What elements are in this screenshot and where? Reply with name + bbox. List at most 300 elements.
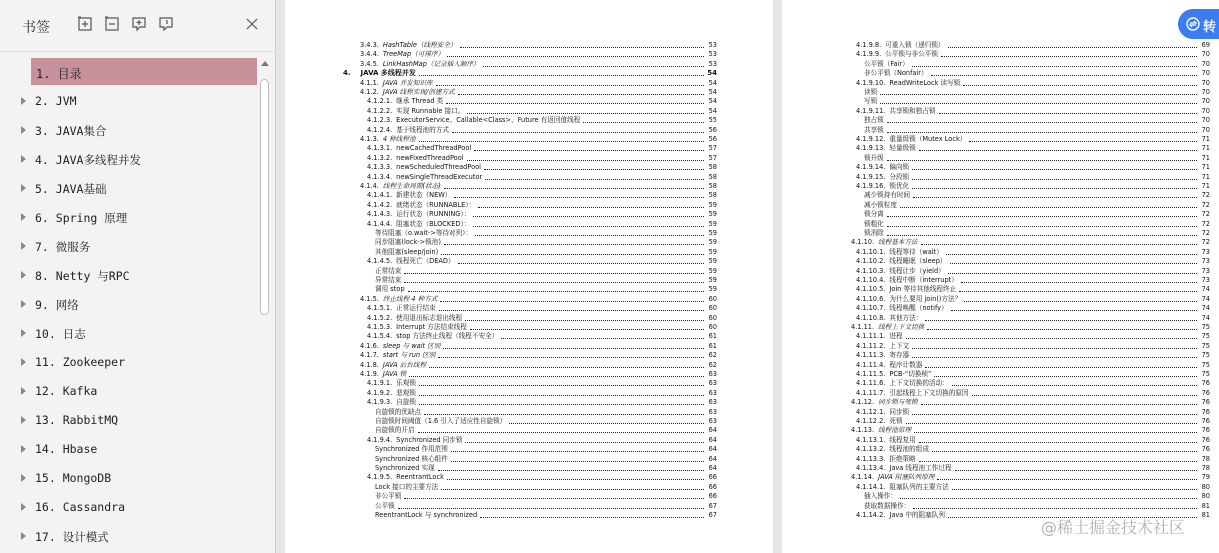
toc-leader — [438, 470, 704, 471]
toc-page-number: 80 — [1201, 492, 1210, 501]
toc-title: 使用退出标志退出线程 — [396, 313, 463, 322]
toc-title: 阻塞状态（BLOCKED）： — [396, 219, 471, 228]
toc-page-number: 63 — [708, 407, 717, 416]
toc-title: 引起线程上下文切换的原因 — [889, 388, 969, 397]
toc-leader — [931, 75, 1197, 76]
sidebar-item-label: 16. Cassandra — [35, 500, 126, 514]
toc-number: 4.1.10.8. — [856, 313, 886, 322]
toc-number: 4.1.9.8. — [856, 41, 882, 49]
toc-page-number: 59 — [708, 257, 717, 266]
toc-number: 4.1.9.4. — [367, 435, 393, 444]
toc-leader — [948, 47, 1197, 48]
toc-title: 乐观锁 — [396, 379, 416, 388]
expand-arrow-icon[interactable] — [21, 358, 26, 366]
toc-leader — [934, 376, 1197, 377]
sidebar-item[interactable] — [0, 261, 258, 290]
toc-page-number: 81 — [1201, 511, 1210, 519]
toc-number: 4.1.14. — [851, 473, 875, 482]
toc-page-number: 71 — [1201, 182, 1210, 190]
toc-page-number: 54 — [707, 69, 717, 78]
toc-page-number: 72 — [1201, 210, 1210, 219]
toc-title: 调用 stop — [375, 285, 405, 294]
toc-page-number: 63 — [708, 379, 717, 388]
toc-leader — [454, 197, 704, 198]
sidebar-item[interactable] — [0, 348, 258, 377]
toc-leader — [458, 263, 704, 264]
toc-leader — [925, 367, 1197, 368]
toc-leader — [912, 357, 1197, 358]
toc-page-number: 53 — [708, 41, 717, 49]
toc-page-number: 73 — [1201, 276, 1210, 284]
toc-title: LinkHashMap（记录插入顺序） — [382, 59, 480, 68]
toc-leader — [404, 273, 704, 274]
toc-title: 线程复用 — [889, 435, 916, 444]
document-viewer[interactable] — [277, 0, 1219, 553]
expand-arrow-icon[interactable] — [21, 155, 26, 163]
add-bookmark-icon[interactable] — [131, 16, 147, 32]
toc-title: 为什么要用 join()方法？ — [889, 294, 962, 303]
convert-label: 转 — [1203, 20, 1217, 35]
toc-leader — [887, 216, 1197, 217]
toc-leader — [921, 244, 1197, 245]
toc-page-number: 59 — [708, 247, 717, 256]
toc-number: 4.1.9.14. — [856, 163, 886, 172]
toc-title: 线程中断（interrupt） — [889, 276, 958, 284]
watermark: @稀土掘金技术社区 — [1041, 518, 1186, 537]
toc-number: 4.1.11. — [851, 323, 875, 331]
expand-arrow-icon[interactable] — [21, 184, 26, 192]
toc-page-number: 59 — [708, 219, 717, 228]
toc-title: 公平锁（Fair） — [864, 59, 909, 68]
toc-title: 其他阻塞(sleep/join) — [375, 247, 439, 256]
toc-number: 4.1.13.3. — [856, 454, 886, 463]
toc-leader — [398, 508, 704, 509]
toc-leader — [419, 404, 704, 405]
toc-number: 4.1.2. — [360, 88, 379, 96]
toc-page-number: 62 — [708, 360, 717, 369]
toc-page-number: 76 — [1201, 435, 1210, 444]
document-page-left — [285, 0, 773, 553]
toc-page-number: 71 — [1201, 144, 1210, 153]
toc-number: 4.1.3.4. — [367, 172, 393, 181]
sidebar-item[interactable] — [0, 174, 258, 203]
sidebar-item[interactable] — [0, 406, 258, 435]
toc-leader — [443, 348, 704, 349]
toc-leader — [483, 66, 704, 67]
toc-title: PCB-“切换桢” — [889, 370, 932, 378]
toc-leader — [429, 367, 704, 368]
toc-title: 同步锁 — [889, 407, 910, 416]
toc-number: 4.1.1. — [360, 78, 379, 87]
toc-page-number: 74 — [1201, 294, 1210, 303]
toc-leader — [950, 263, 1197, 264]
toc-page-number: 76 — [1201, 388, 1210, 397]
toc-page-number: 59 — [708, 276, 717, 284]
toc-number: 4.1.13.1. — [856, 435, 886, 444]
toc-number: 4.1.2.4. — [367, 125, 393, 134]
toc-page-number: 74 — [1201, 285, 1210, 294]
toc-number: 4.1.11.7. — [856, 388, 886, 397]
toc-leader — [912, 188, 1197, 189]
toc-title: 锁优化 — [889, 182, 910, 190]
toc-leader — [441, 254, 704, 255]
toc-number: 4.1.9.2. — [367, 388, 393, 397]
toc-page-number: 67 — [708, 501, 717, 510]
toc-page-number: 72 — [1201, 238, 1210, 247]
toc-title: 自旋锁的开启 — [375, 426, 415, 435]
toc-page-number: 58 — [708, 191, 717, 200]
sidebar-item[interactable] — [0, 145, 258, 174]
toc-number: 4.1.2.2. — [367, 106, 393, 115]
scroll-up-arrow-icon[interactable] — [261, 61, 269, 66]
toc-leader — [887, 122, 1197, 123]
toc-page-number: 76 — [1201, 379, 1210, 388]
sidebar-item[interactable] — [0, 377, 258, 406]
toc-title: Lock 接口的主要方法 — [375, 482, 439, 491]
toc-number: 4.1.9.16. — [856, 182, 886, 190]
sidebar-item-label: 13. RabbitMQ — [35, 413, 119, 427]
toc-number: 4.1.12.1. — [856, 407, 886, 416]
toc-title: 减小锁粒度 — [864, 200, 897, 209]
toc-leader — [887, 226, 1197, 227]
toc-page-number: 55 — [708, 116, 717, 125]
toc-number: 4.1.4.5. — [367, 257, 393, 266]
toc-leader — [419, 75, 704, 76]
toc-page-number: 75 — [1201, 323, 1210, 331]
toc-leader — [467, 113, 704, 114]
toc-title: Java 线程池工作过程 — [889, 464, 952, 472]
toc-leader — [925, 320, 1197, 321]
bookmark-note-icon[interactable] — [158, 16, 174, 32]
toc-leader — [419, 141, 704, 142]
sidebar-item-label: 11. Zookeeper — [35, 355, 126, 369]
toc-page-number: 57 — [708, 144, 717, 153]
toc-page-number: 74 — [1201, 304, 1210, 313]
toc-page-number: 74 — [1201, 313, 1210, 322]
toc-page-number: 54 — [708, 106, 717, 115]
toc-leader — [451, 461, 704, 462]
toc-title: 线程池原理 — [878, 426, 912, 435]
toc-page-number: 78 — [1201, 454, 1210, 463]
convert-icon — [1186, 17, 1200, 31]
toc-page-number: 70 — [1201, 88, 1210, 96]
toc-page-number: 64 — [708, 464, 717, 472]
toc-title: 锁消除 — [864, 229, 884, 237]
toc-page-number: 72 — [1201, 229, 1210, 237]
toc-page-number: 64 — [708, 454, 717, 463]
toc-leader — [451, 451, 704, 452]
toc-title: 轻量级锁 — [889, 144, 916, 153]
toc-page-number: 75 — [1201, 370, 1210, 378]
bookmark-sidebar — [0, 0, 276, 553]
toc-page-number: 78 — [1201, 464, 1210, 472]
toc-number: 4.1.4.1. — [367, 191, 393, 200]
toc-title: 锁升级 — [864, 153, 884, 162]
toc-number: 4.1.9.10. — [856, 78, 886, 87]
toc-leader — [408, 291, 704, 292]
sidebar-scrollbar[interactable] — [258, 58, 272, 553]
toc-leader — [473, 226, 704, 227]
scrollbar-thumb[interactable] — [260, 79, 269, 315]
expand-arrow-icon[interactable] — [21, 387, 26, 395]
toc-title: newCachedThreadPool — [396, 144, 472, 153]
toc-number: 4.1.11.3. — [856, 351, 886, 360]
toc-title: 4 种线程池 — [382, 135, 416, 143]
toc-page-number: 70 — [1201, 106, 1210, 115]
sidebar-item-label: 4. JAVA多线程并发 — [35, 153, 141, 167]
collapse-all-icon[interactable] — [104, 16, 120, 32]
toc-leader — [906, 338, 1197, 339]
toc-leader — [474, 150, 704, 151]
toc-page-number: 71 — [1201, 163, 1210, 172]
toc-number: 4.1.4. — [360, 182, 379, 190]
toc-title: 减少锁持有时间 — [864, 191, 911, 200]
toc-number: 4.1.9.13. — [856, 144, 886, 153]
toc-number: 4.1.11.5. — [856, 370, 886, 378]
toc-number: 4.1.5.4. — [367, 332, 393, 341]
expand-arrow-icon[interactable] — [21, 532, 26, 540]
toc-title: Join 等待其他线程终止 — [889, 285, 957, 294]
toc-number: 4.1.4.4. — [367, 219, 393, 228]
toc-title: 自旋锁 — [396, 398, 416, 407]
toc-leader — [465, 442, 704, 443]
toc-page-number: 71 — [1201, 172, 1210, 181]
toc-page-number: 71 — [1201, 135, 1210, 143]
sidebar-item-label: 10. 日志 — [35, 327, 86, 341]
sidebar-item[interactable] — [0, 493, 258, 522]
toc-page-number: 67 — [708, 511, 717, 519]
convert-button[interactable] — [1178, 9, 1219, 39]
toc-number: 4.1.10.1. — [856, 247, 886, 256]
toc-page-number: 75 — [1201, 341, 1210, 350]
toc-page-number: 59 — [708, 229, 717, 237]
toc-leader — [900, 498, 1197, 499]
toc-page-number: 61 — [708, 332, 717, 341]
expand-arrow-icon[interactable] — [21, 474, 26, 482]
toc-leader — [439, 310, 704, 311]
toc-number: 4.1.5. — [360, 294, 379, 303]
toc-title: 独占锁 — [864, 116, 884, 125]
expand-arrow-icon[interactable] — [21, 242, 26, 250]
toc-leader — [444, 188, 704, 189]
toc-number: 4.1.11.4. — [856, 360, 886, 369]
sidebar-item-label: 15. MongoDB — [35, 471, 112, 485]
toc-page-number: 70 — [1201, 116, 1210, 125]
toc-leader — [458, 94, 704, 95]
toc-leader — [951, 310, 1197, 311]
expand-arrow-icon[interactable] — [21, 300, 26, 308]
toc-title: 线程基本方法 — [878, 238, 918, 247]
toc-leader — [485, 179, 704, 180]
toc-title: 读锁 — [864, 88, 878, 96]
toc-page-number: 66 — [708, 482, 717, 491]
sidebar-item[interactable] — [0, 290, 258, 319]
toc-leader — [447, 479, 704, 480]
toc-page-number: 70 — [1201, 69, 1210, 78]
toc-page-number: 56 — [708, 135, 717, 143]
sidebar-item[interactable] — [0, 54, 258, 83]
toc-title: 分段锁 — [889, 172, 910, 181]
toc-title: 获取数据操作： — [864, 501, 911, 510]
toc-page-number: 60 — [708, 313, 717, 322]
toc-leader — [440, 301, 704, 302]
toc-title: 自旋锁时间阈值（1.6 引入了适应性自旋锁） — [375, 417, 507, 425]
toc-page-number: 64 — [708, 426, 717, 435]
toc-title: 上下文切换的活动： — [889, 379, 949, 388]
toc-number: 4.1.4.2. — [367, 200, 393, 209]
document-page-right — [782, 0, 1219, 553]
toc-page-number: 80 — [1201, 482, 1210, 491]
toc-leader — [912, 348, 1197, 349]
toc-title: 异常结束 — [375, 276, 402, 284]
toc-title: newScheduledThreadPool — [396, 163, 481, 172]
toc-title: 同步阻塞(lock->锁池) — [375, 238, 441, 247]
toc-leader — [912, 414, 1197, 415]
sidebar-item[interactable] — [0, 319, 258, 348]
toc-leader — [906, 423, 1197, 424]
toc-title: Synchronized 同步锁 — [396, 435, 463, 444]
toc-number: 4.1.3.2. — [367, 153, 393, 162]
toc-leader — [900, 207, 1197, 208]
toc-leader — [404, 498, 704, 499]
toc-leader — [969, 141, 1197, 142]
toc-leader — [880, 94, 1197, 95]
toc-number: 4.1.4.3. — [367, 210, 393, 219]
toc-page-number: 64 — [708, 435, 717, 444]
toc-title: 共享锁和独占锁 — [889, 106, 936, 115]
toc-leader — [948, 273, 1197, 274]
toc-leader — [887, 132, 1197, 133]
toc-title: 可重入锁（递归锁） — [885, 41, 945, 49]
toc-page-number: 63 — [708, 398, 717, 407]
expand-all-icon[interactable] — [77, 16, 93, 32]
toc-number: 4.1.3. — [360, 135, 379, 143]
toc-number: 4.1.12. — [851, 398, 875, 407]
toc-title: 悲观锁 — [396, 388, 416, 397]
toc-number: 4.1.9.1. — [367, 379, 393, 388]
toc-leader — [480, 517, 704, 518]
toc-title: 正常结束 — [375, 266, 402, 275]
toc-title: 公平锁与非公平锁 — [885, 50, 938, 59]
toc-page-number: 61 — [708, 341, 717, 350]
toc-leader — [436, 85, 704, 86]
sidebar-item[interactable] — [0, 464, 258, 493]
toc-title: Java 中的阻塞队列 — [889, 511, 945, 519]
toc-leader — [887, 235, 1197, 236]
expand-arrow-icon[interactable] — [21, 271, 26, 279]
toc-page-number: 59 — [708, 266, 717, 275]
toc-page-number: 60 — [708, 294, 717, 303]
expand-arrow-icon[interactable] — [21, 416, 26, 424]
toc-title: 公平锁 — [375, 501, 395, 510]
toc-page-number: 63 — [708, 370, 717, 378]
expand-arrow-icon[interactable] — [21, 213, 26, 221]
toc-title: 自旋锁的优缺点 — [375, 407, 422, 416]
toc-title: 等待阻塞（o.wait->等待对列）： — [375, 229, 472, 237]
toc-number: 4.1.10.6. — [856, 294, 886, 303]
expand-arrow-icon[interactable] — [21, 329, 26, 337]
toc-page-number: 76 — [1201, 426, 1210, 435]
sidebar-item[interactable] — [0, 116, 258, 145]
close-icon[interactable] — [244, 16, 260, 32]
toc-title: JAVA 并发知识库 — [382, 78, 433, 87]
toc-leader — [952, 385, 1197, 386]
toc-page-number: 59 — [708, 200, 717, 209]
toc-page-number: 76 — [1201, 407, 1210, 416]
toc-leader — [964, 301, 1197, 302]
toc-title: 线程死亡（DEAD） — [396, 257, 455, 266]
toc-number: 4.1.2.1. — [367, 97, 393, 106]
toc-leader — [583, 122, 704, 123]
sidebar-item[interactable] — [0, 87, 258, 116]
toc-title: 就绪状态（RUNNABLE）： — [396, 200, 476, 209]
expand-arrow-icon[interactable] — [21, 503, 26, 511]
toc-title: 继承 Thread 类 — [396, 97, 444, 106]
toc-page-number: 70 — [1201, 50, 1210, 59]
toc-line[interactable] — [375, 510, 717, 520]
toc-leader — [913, 197, 1197, 198]
toc-leader — [912, 179, 1197, 180]
toc-leader — [419, 395, 704, 396]
sidebar-item[interactable] — [0, 435, 258, 464]
toc-title: 死锁 — [889, 417, 903, 425]
toc-leader — [441, 489, 704, 490]
toc-title: 锁分离 — [864, 210, 884, 219]
toc-leader — [484, 169, 704, 170]
toc-title: 锁粗化 — [864, 219, 884, 228]
sidebar-item-label: 9. 网络 — [35, 298, 79, 312]
toc-leader — [919, 150, 1197, 151]
toc-page-number: 53 — [708, 50, 717, 59]
expand-arrow-icon[interactable] — [21, 97, 26, 105]
toc-leader — [972, 395, 1198, 396]
expand-arrow-icon[interactable] — [21, 126, 26, 134]
toc-title: newSingleThreadExecutor — [396, 172, 483, 181]
toc-title: JAVA 线程实现/创建方式 — [382, 88, 455, 96]
toc-title: 阻塞队列的主要方法 — [889, 482, 949, 491]
toc-title: 共享锁 — [864, 125, 884, 134]
expand-arrow-icon[interactable] — [21, 445, 26, 453]
toc-number: 4.1.8. — [360, 360, 379, 369]
sidebar-item[interactable] — [0, 232, 258, 261]
toc-number: 4.1.5.2. — [367, 313, 393, 322]
toc-number: 4.1.10.3. — [856, 266, 886, 275]
toc-title: 进程 — [889, 332, 903, 341]
toc-number: 4.1.9.11. — [856, 106, 886, 115]
toc-number: 4.1.11.6. — [856, 379, 886, 388]
toc-leader — [963, 85, 1197, 86]
toc-title: 终止线程 4 种方式 — [382, 294, 438, 303]
toc-page-number: 64 — [708, 445, 717, 454]
toc-number: 4.1.14.2. — [856, 511, 886, 519]
toc-leader — [501, 338, 704, 339]
toc-title: sleep 与 wait 区别 — [382, 341, 441, 350]
toc-title: newFixedThreadPool — [396, 153, 464, 162]
toc-leader — [424, 414, 704, 415]
sidebar-item[interactable] — [0, 203, 258, 232]
toc-number: 4.1.10.2. — [856, 257, 886, 266]
toc-number: 4.1.13.4. — [856, 464, 886, 472]
toc-title: ReentrantLock — [396, 473, 444, 482]
toc-title: 偏向锁 — [889, 163, 910, 172]
sidebar-item[interactable] — [0, 522, 258, 551]
sidebar-item-label: 6. Spring 原理 — [35, 211, 128, 225]
toc-page-number: 75 — [1201, 351, 1210, 360]
toc-number: 4.1.3.3. — [367, 163, 393, 172]
toc-title: JAVA 多线程并发 — [360, 69, 416, 78]
toc-leader — [912, 169, 1197, 170]
toc-page-number: 70 — [1201, 59, 1210, 68]
